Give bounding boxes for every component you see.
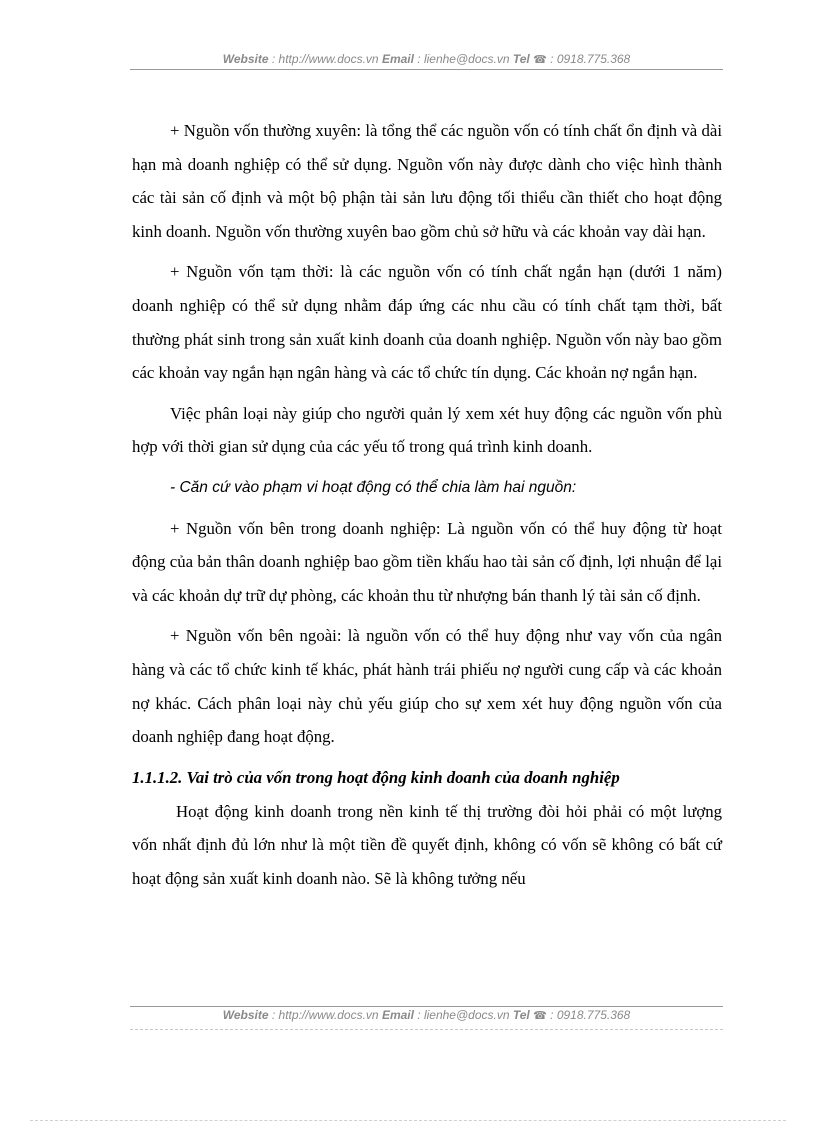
- header-email-label: Email: [381, 52, 414, 66]
- paragraph-external-capital: + Nguồn vốn bên ngoài: là nguồn vốn có thể huy động như vay vốn của ngân hàng và các tổ chức kinh tế khác, phát hành trái phiếu nợ người cung cấp và các khoản nợ khác. Cách phân loại này chủ yếu giúp cho sự xem xét huy động nguồn vốn của doanh nghiệp đang hoạt động.: [132, 626, 722, 747]
- paragraph-internal-capital: + Nguồn vốn bên trong doanh nghiệp: Là nguồn vốn có thể huy động từ hoạt động của bản thân doanh nghiệp bao gồm tiền khấu hao tài sản cố định, lợi nhuận để lại và các khoản dự trữ dự phòng, các khoản thu từ nhượng bán thanh lý tài sản cố định.: [132, 518, 722, 605]
- header-email-value[interactable]: : lienhe@docs.vn: [413, 52, 513, 66]
- page-edge-divider: [30, 1120, 786, 1121]
- section-heading: 1.1.1.2. Vai trò của vốn trong hoạt động kinh doanh của doanh nghiệp: [132, 767, 620, 787]
- footer-email-value[interactable]: : lienhe@docs.vn: [413, 1008, 513, 1022]
- footer-divider: [130, 1029, 723, 1030]
- page-footer: [130, 1006, 723, 1022]
- paragraph-short-term-capital: + Nguồn vốn tạm thời: là các nguồn vốn có tính chất ngắn hạn (dưới 1 năm) doanh nghiệp có thể sử dụng nhằm đáp ứng các nhu cầu có tính chất tạm thời, bất thường phát sinh trong sản xuất kinh doanh của doanh nghiệp. Nguồn vốn này bao gồm các khoản vay ngắn hạn ngân hàng và các tổ chức tín dụng. Các khoản nợ ngắn hạn.: [132, 262, 722, 383]
- header-website-label: Website: [222, 52, 269, 66]
- footer-email-label: Email: [381, 1008, 414, 1022]
- header-website-value[interactable]: : http://www.docs.vn: [268, 52, 382, 66]
- footer-tel-label: Tel: [512, 1008, 530, 1022]
- paragraph-long-term-capital: + Nguồn vốn thường xuyên: là tổng thể các nguồn vốn có tính chất ổn định và dài hạn mà doanh nghiệp có thể sử dụng. Nguồn vốn này được dành cho việc hình thành các tài sản cố định và một bộ phận tài sản lưu động tối thiểu cần thiết cho hoạt động kinh doanh. Nguồn vốn thường xuyên bao gồm chủ sở hữu và các khoản vay dài hạn.: [132, 121, 722, 241]
- document-body: [132, 114, 722, 902]
- footer-tel-value: : 0918.775.368: [546, 1008, 631, 1022]
- paragraph-scope-criterion: - Căn cứ vào phạm vi hoạt động có thể chia làm hai nguồn:: [170, 478, 577, 496]
- header-tel-label: Tel: [512, 52, 530, 66]
- phone-icon: ☎: [533, 54, 547, 66]
- header-tel-value: : 0918.775.368: [546, 52, 631, 66]
- footer-website-label: Website: [222, 1008, 269, 1022]
- footer-website-value[interactable]: : http://www.docs.vn: [268, 1008, 382, 1022]
- paragraph-classification-purpose: Việc phân loại này giúp cho người quản lý xem xét huy động các nguồn vốn phù hợp với thời gian sử dụng của các yếu tố trong quá trình kinh doanh.: [132, 403, 722, 457]
- phone-icon: ☎: [533, 1010, 547, 1022]
- page-header: [130, 52, 723, 70]
- paragraph-capital-role: Hoạt động kinh doanh trong nền kinh tế thị trường đòi hỏi phải có một lượng vốn nhất định đủ lớn như là một tiền đề quyết định, không có vốn sẽ không có bất cứ hoạt động sản xuất kinh doanh nào. Sẽ là không tưởng nếu: [132, 801, 722, 888]
